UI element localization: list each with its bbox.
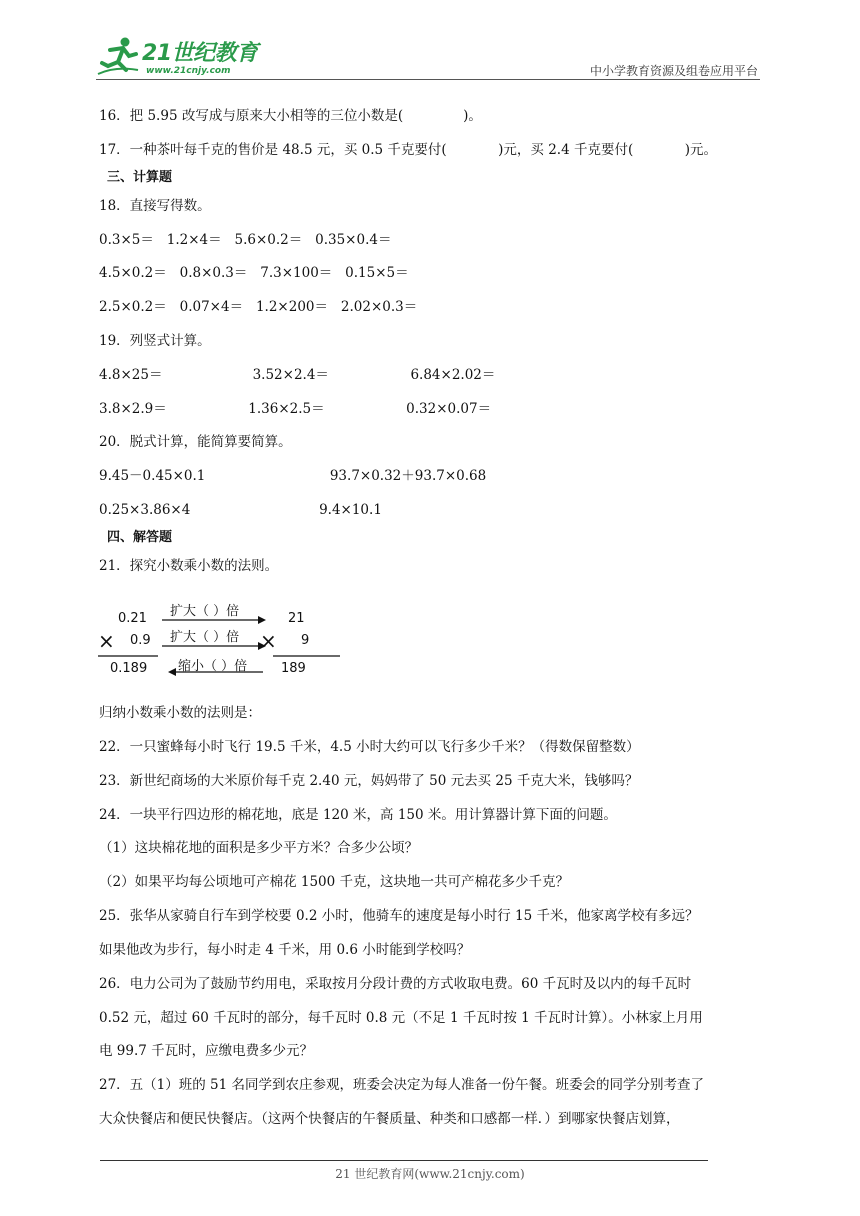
mental-math-row-1: 0.3×5＝ 1.2×4＝ 5.6×0.2＝ 0.35×0.4＝ [99,232,392,248]
rule-summary: 归纳小数乘小数的法则是： [99,705,261,721]
question-17: 17．一种茶叶每千克的售价是 48.5 元，买 0.5 千克要付( )元，买 2.4 千克要付( )元。 [99,142,717,158]
logo-title: 21世纪教育 [142,41,258,66]
question-19: 19．列竖式计算。 [99,333,211,349]
factor-integer-1: 21 [288,611,305,626]
factor-decimal-1: 0.21 [118,611,147,626]
times-sign-right: × [260,629,277,653]
stepwise-row-2: 0.25×3.86×4 9.4×10.1 [99,502,382,518]
vertical-calc-row-2: 3.8×2.9＝ 1.36×2.5＝ 0.32×0.07＝ [99,401,492,417]
question-20: 20．脱式计算，能简算要简算。 [99,434,292,450]
decimal-multiplication-diagram [98,597,348,682]
mental-math-row-2: 4.5×0.2＝ 0.8×0.3＝ 7.3×100＝ 0.15×5＝ [99,265,409,281]
page-header [96,30,760,80]
logo [96,36,266,78]
question-26-line-2: 0.52 元，超过 60 千瓦时的部分，每千瓦时 0.8 元（不足 1 千瓦时按 1 千瓦时计算）。小林家上月用 [99,1010,703,1026]
question-16: 16．把 5.95 改写成与原来大小相等的三位小数是( )。 [99,108,482,124]
question-26-line-1: 26．电力公司为了鼓励节约用电，采取按月分段计费的方式收取电费。60 千瓦时及以内的每千瓦时 [99,976,692,992]
question-18: 18．直接写得数。 [99,198,211,214]
footer-divider [100,1160,708,1161]
question-24-part-1: （1）这块棉花地的面积是多少平方米？合多少公顷？ [99,840,419,856]
factor-integer-2: 9 [301,633,310,648]
stepwise-row-1: 9.45－0.45×0.1 93.7×0.32＋93.7×0.68 [99,468,487,484]
header-divider [96,79,760,80]
section-calculation: 三、计算题 [107,170,173,185]
arrow-label-enlarge-2: 扩大（ ）倍 [170,630,240,645]
vertical-calc-row-1: 4.8×25＝ 3.52×2.4＝ 6.84×2.02＝ [99,367,496,383]
product-decimal: 0.189 [110,661,148,676]
platform-name: 中小学教育资源及组卷应用平台 [589,64,758,78]
section-word-problems: 四、解答题 [107,530,173,545]
question-21: 21．探究小数乘小数的法则。 [99,558,279,574]
factor-decimal-2: 0.9 [130,633,151,648]
mental-math-row-3: 2.5×0.2＝ 0.07×4＝ 1.2×200＝ 2.02×0.3＝ [99,299,418,315]
question-27-line-1: 27．五（1）班的 51 名同学到农庄参观，班委会决定为每人准备一份午餐。班委会的同学分别考查了 [99,1077,705,1093]
question-25-line-2: 如果他改为步行，每小时走 4 千米，用 0.6 小时能到学校吗？ [99,942,471,958]
question-24-part-2: （2）如果平均每公顷地可产棉花 1500 千克，这块地一共可产棉花多少千克？ [99,874,570,890]
question-26-line-3: 电 99.7 千瓦时，应缴电费多少元？ [99,1043,314,1059]
question-24: 24．一块平行四边形的棉花地，底是 120 米，高 150 米。用计算器计算下面的问题。 [99,807,617,823]
question-27-line-2: 大众快餐店和便民快餐店。（这两个快餐店的午餐质量、种类和口感都一样．）到哪家快餐店划算， [99,1111,680,1127]
question-23: 23．新世纪商场的大米原价每千克 2.40 元，妈妈带了 50 元去买 25 千克大米，钱够吗？ [99,773,639,789]
arrow-label-enlarge-1: 扩大（ ）倍 [170,604,240,619]
logo-url: www.21cnjy.com [146,66,231,76]
runner-logo-icon [96,36,140,76]
question-25-line-1: 25．张华从家骑自行车到学校要 0.2 小时，他骑车的速度是每小时行 15 千米，他家离学校有多远？ [99,908,699,924]
arrow-label-reduce: 缩小（ ）倍 [178,659,248,674]
times-sign-left: × [98,629,115,653]
product-integer: 189 [281,661,306,676]
question-22: 22．一只蜜蜂每小时飞行 19.5 千米，4.5 小时大约可以飞行多少千米？（得数保留整数） [99,739,640,755]
page-footer: 21 世纪教育网(www.21cnjy.com) [335,1167,525,1181]
